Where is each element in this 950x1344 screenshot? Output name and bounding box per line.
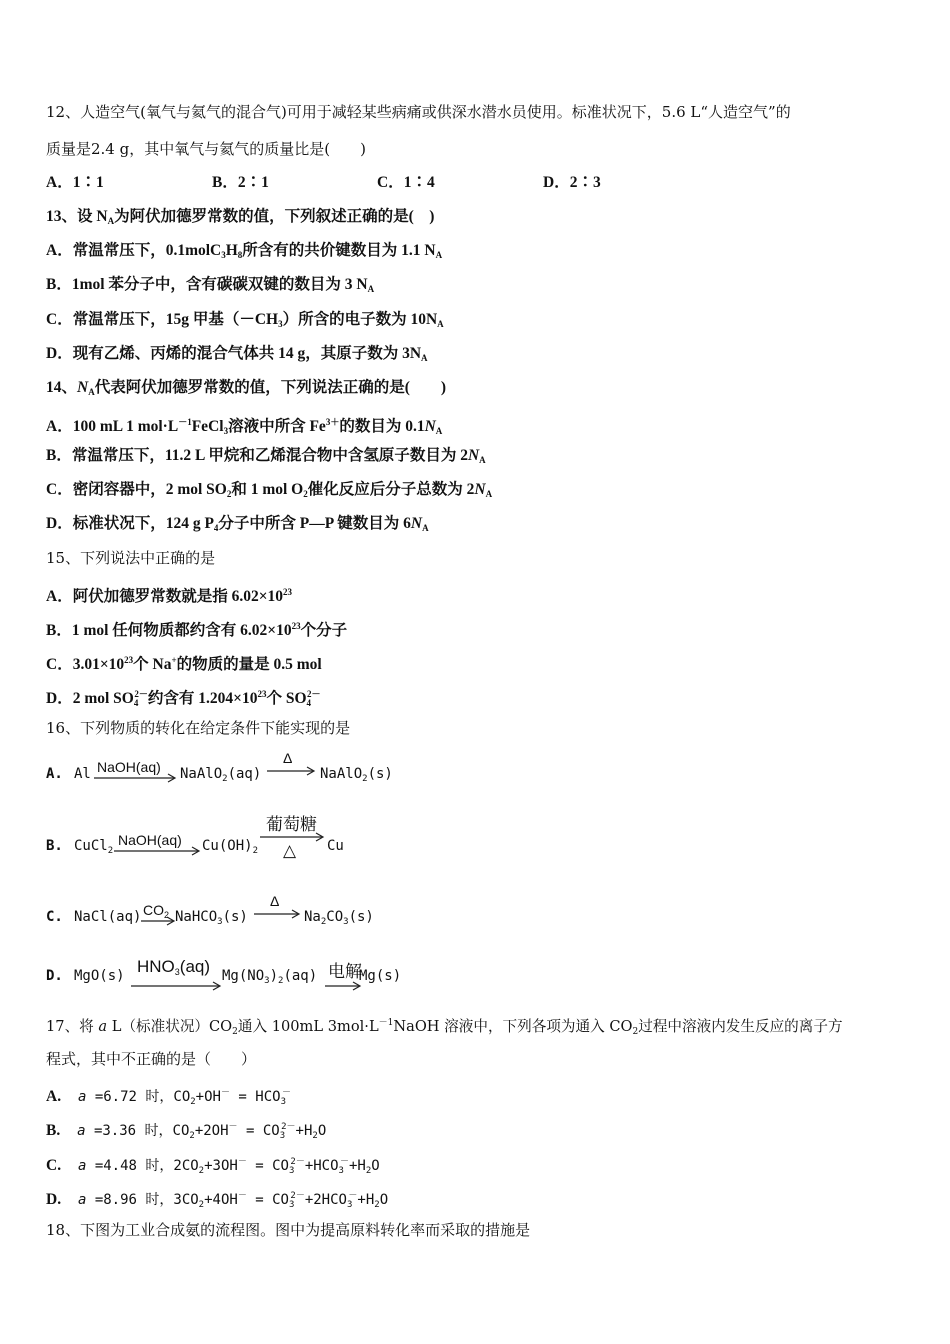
q16-c-intermediate: NaHCO$_3$(s) xyxy=(175,909,248,927)
q16-c-arrow1 xyxy=(141,915,177,927)
q17-line1: 17、将 a L（标准状况）$CO_2$通入 100mL $3mol\cdot L^{-1}NaOH$ 溶液中，下列各项为通入 $CO_2$过程中溶液内发生反应的离子方 xyxy=(46,1018,843,1037)
q12-option-c: C．1∶4 xyxy=(377,174,435,191)
q16-a-condition2: Δ xyxy=(283,750,293,766)
q12-option-a: A．1∶1 xyxy=(46,174,104,191)
q13-option-a: A．常温常压下，$0.1molC_3H_8$所含有的共价键数目为 1.1 $N_A$ xyxy=(46,242,443,260)
q15-option-c: C．$3.01\times 10^{23}$个 Na+的物质的量是 0.5 mol xyxy=(46,655,322,673)
q17-line2: 程式，其中不正确的是（ ） xyxy=(46,1050,257,1068)
q16-b-condition1: NaOH(aq) xyxy=(118,832,182,848)
q16-a-product: NaAlO$_2$(s) xyxy=(320,766,393,784)
q17-option-d: D. a =8.96 时，$3CO_2+4OH^- = CO_3^{2-}+2HCO_3^-+H_2O$ xyxy=(46,1191,389,1210)
q16-c-reactant: NaCl(aq) xyxy=(74,909,142,925)
q16-b-condition2-bottom: △ xyxy=(283,841,297,860)
q13-option-c: C．常温常压下，15g 甲基$(-CH_3)$所含的电子数为 $10N_A$ xyxy=(46,311,444,329)
q12-option-d: D．2∶3 xyxy=(543,174,601,191)
q16-c-condition2: Δ xyxy=(270,893,280,909)
q18-stem: 18、下图为工业合成氨的流程图。图中为提高原料转化率而采取的措施是 xyxy=(46,1221,531,1239)
q16-a-reactant: Al xyxy=(74,766,91,782)
q14-stem: 14、$N_A$代表阿伏加德罗常数的值，下列说法正确的是( ) xyxy=(46,379,447,397)
q16-d-product: Mg(s) xyxy=(359,968,402,984)
q17-option-a: A. a =6.72 时，$CO_2+OH^- = HCO_3^-$ xyxy=(46,1088,291,1107)
q15-option-b: B．1 mol 任何物质都约含有 $6.02\times 10^{23}$个分子 xyxy=(46,621,348,639)
q12-line1: 12、人造空气(氧气与氦气的混合气)可用于减轻某些病痛或供深水潜水员使用。标准状况下，5.6 L“人造空气”的 xyxy=(46,103,791,121)
q16-c-label: C. xyxy=(46,909,63,925)
q13-option-b: B．1mol 苯分子中，含有碳碳双键的数目为 3 $N_A$ xyxy=(46,276,375,294)
q16-a-condition1: NaOH(aq) xyxy=(97,759,161,775)
q16-c-product: $Na_2CO_3(s)$ xyxy=(304,909,374,927)
q13-stem: 13、设 $N_A$为阿伏加德罗常数的值，下列叙述正确的是( ) xyxy=(46,208,435,226)
q12-option-b: B．2∶1 xyxy=(212,174,269,191)
q14-option-a: A．100 mL 1 $mol\cdot L^{-1}FeCl_3$溶液中所含 $Fe^{3+}$的数目为 $0.1N_A$ xyxy=(46,417,443,436)
q17-option-c: C. a =4.48 时，$2CO_2+3OH^- = CO_3^{2-}+HCO_3^-+H_2O$ xyxy=(46,1157,380,1176)
q13-option-d: D．现有乙烯、丙烯的混合气体共 14 g，其原子数为 $3N_A$ xyxy=(46,345,428,363)
q16-a-arrow2 xyxy=(267,765,317,777)
q16-a-label: A. xyxy=(46,766,63,782)
q16-d-arrow1 xyxy=(131,980,223,992)
q16-d-reactant: MgO(s) xyxy=(74,968,125,984)
q16-d-label: D. xyxy=(46,968,63,984)
q14-option-b: B．常温常压下，11.2 L 甲烷和乙烯混合物中含氢原子数目为 $2N_A$ xyxy=(46,447,486,465)
q16-d-condition2: 电解 xyxy=(328,962,362,981)
q15-stem: 15、下列说法中正确的是 xyxy=(46,549,216,567)
q15-option-a: A．阿伏加德罗常数就是指 $6.02\times 10^{23}$ xyxy=(46,587,293,605)
q16-a-arrow1 xyxy=(94,772,178,784)
q16-stem: 16、下列物质的转化在给定条件下能实现的是 xyxy=(46,719,351,737)
q15-option-d: D．2 mol $SO_4^{2-}$约含有 $1.204\times 10^{23}$个 $SO_4^{2-}$ xyxy=(46,689,321,708)
q14-option-d: D．标准状况下，124 g $P_4$分子中所含 P—P 键数目为 $6N_A$ xyxy=(46,515,429,533)
q16-b-arrow1 xyxy=(114,845,202,857)
q17-option-b: B. a =3.36 时，$CO_2+2OH^- = CO_3^{2-}+H_2O$ xyxy=(46,1122,327,1141)
q14-option-c: C．密闭容器中，2 mol $SO_2$和 1 mol $O_2$催化反应后分子总数为 $2N_A$ xyxy=(46,481,493,499)
q16-b-label: B. xyxy=(46,838,63,854)
q16-d-arrow2 xyxy=(325,980,363,992)
q16-c-condition1: $CO_2$ xyxy=(143,902,170,920)
q16-b-reactant: CuCl$_2$ xyxy=(74,838,114,856)
q16-c-arrow2 xyxy=(254,908,302,920)
q16-d-intermediate: $Mg(NO_3)_2(aq)$ xyxy=(222,968,318,986)
q16-b-product: Cu xyxy=(327,838,344,854)
q12-line2: 质量是2.4 g，其中氧气与氦气的质量比是( ) xyxy=(46,140,366,158)
q16-d-condition1: $HNO_3(aq)$ xyxy=(137,957,211,977)
q16-a-intermediate: NaAlO$_2$(aq) xyxy=(180,766,262,784)
q16-b-intermediate: $Cu(OH)_2$ xyxy=(202,838,258,856)
q16-b-condition2-top: 葡萄糖 xyxy=(266,815,317,834)
